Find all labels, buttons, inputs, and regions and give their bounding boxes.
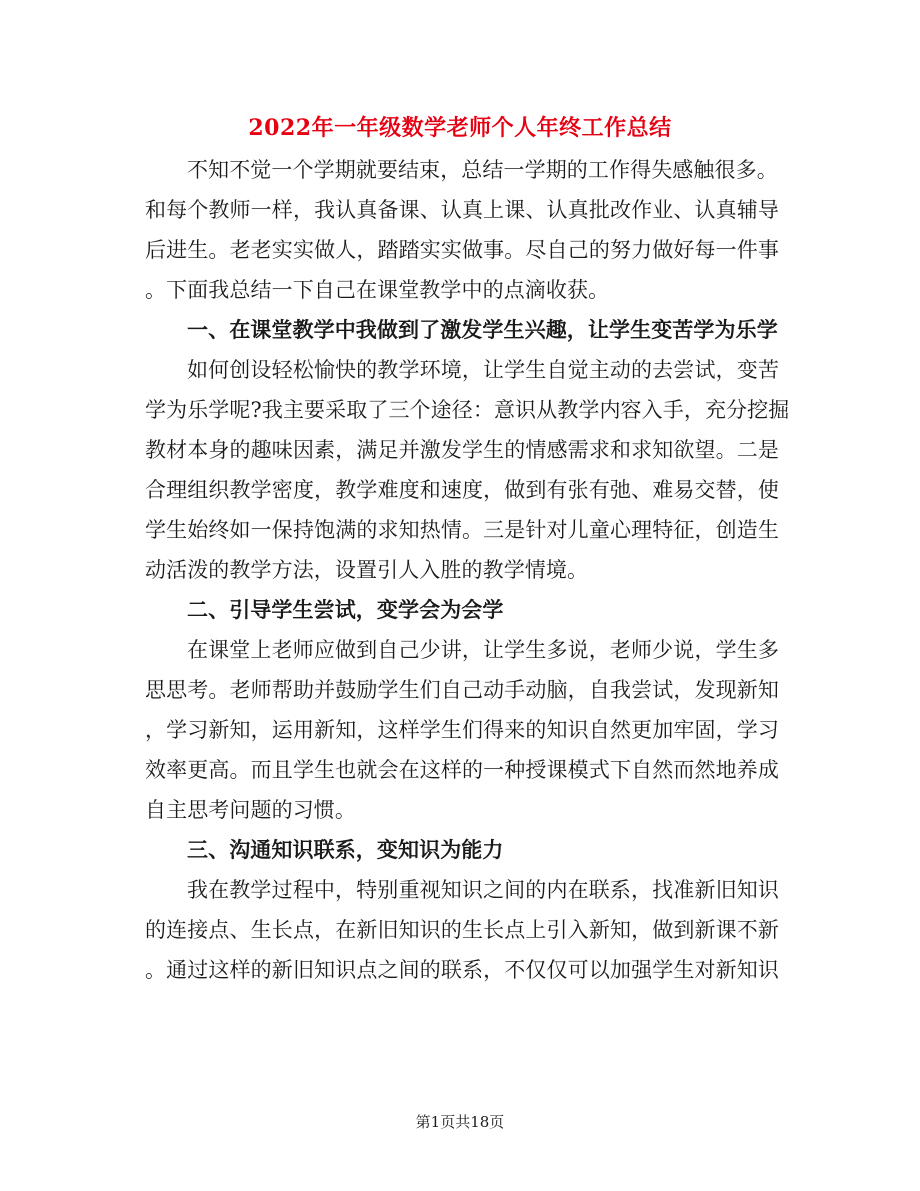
- paragraph-line: 合理组织教学密度，教学难度和速度，做到有张有弛、难易交替，使: [145, 478, 779, 502]
- paragraph-line: 动活泼的教学方法，设置引人入胜的教学情境。: [145, 558, 589, 582]
- paragraph-line: 在课堂上老师应做到自己少讲，让学生多说，老师少说，学生多: [187, 638, 779, 662]
- paragraph-line: 学生始终如一保持饱满的求知热情。三是针对儿童心理特征，创造生: [145, 518, 779, 542]
- page-number-footer: 第1页共18页: [415, 1113, 505, 1131]
- paragraph-line: 我在教学过程中，特别重视知识之间的内在联系，找准新旧知识: [187, 878, 779, 902]
- paragraph-line: 如何创设轻松愉快的教学环境，让学生自觉主动的去尝试，变苦: [187, 358, 779, 382]
- paragraph-line: 教材本身的趣味因素，满足并激发学生的情感需求和求知欲望。二是: [145, 438, 779, 462]
- section-heading-3: 三、沟通知识联系，变知识为能力: [187, 837, 504, 862]
- document-title: 2022年一年级数学老师个人年终工作总结: [248, 115, 672, 141]
- paragraph-line: ，学习新知，运用新知，这样学生们得来的知识自然更加牢固，学习: [145, 718, 779, 742]
- paragraph-line: 的连接点、生长点，在新旧知识的生长点上引入新知，做到新课不新: [145, 918, 779, 942]
- paragraph-line: 不知不觉一个学期就要结束，总结一学期的工作得失感触很多。: [187, 158, 778, 182]
- section-heading-2: 二、引导学生尝试，变学会为会学: [187, 597, 504, 622]
- paragraph-line: 。通过这样的新旧知识点之间的联系，不仅仅可以加强学生对新知识: [145, 958, 779, 982]
- paragraph-line: 效率更高。而且学生也就会在这样的一种授课模式下自然而然地养成: [145, 758, 779, 782]
- paragraph-line: 学为乐学呢?我主要采取了三个途径：意识从教学内容入手，充分挖掘: [145, 398, 790, 422]
- paragraph-line: 后进生。老老实实做人，踏踏实实做事。尽自己的努力做好每一件事: [145, 238, 779, 262]
- document-body: [145, 150, 790, 990]
- paragraph-line: 。下面我总结一下自己在课堂教学中的点滴收获。: [145, 278, 610, 302]
- paragraph-line: 和每个教师一样，我认真备课、认真上课、认真批改作业、认真辅导: [145, 198, 779, 222]
- paragraph-line: 思思考。老师帮助并鼓励学生们自己动手动脑，自我尝试，发现新知: [145, 678, 779, 702]
- section-heading-1: 一、在课堂教学中我做到了激发学生兴趣，让学生变苦学为乐学: [187, 317, 778, 342]
- paragraph-line: 自主思考问题的习惯。: [145, 798, 356, 822]
